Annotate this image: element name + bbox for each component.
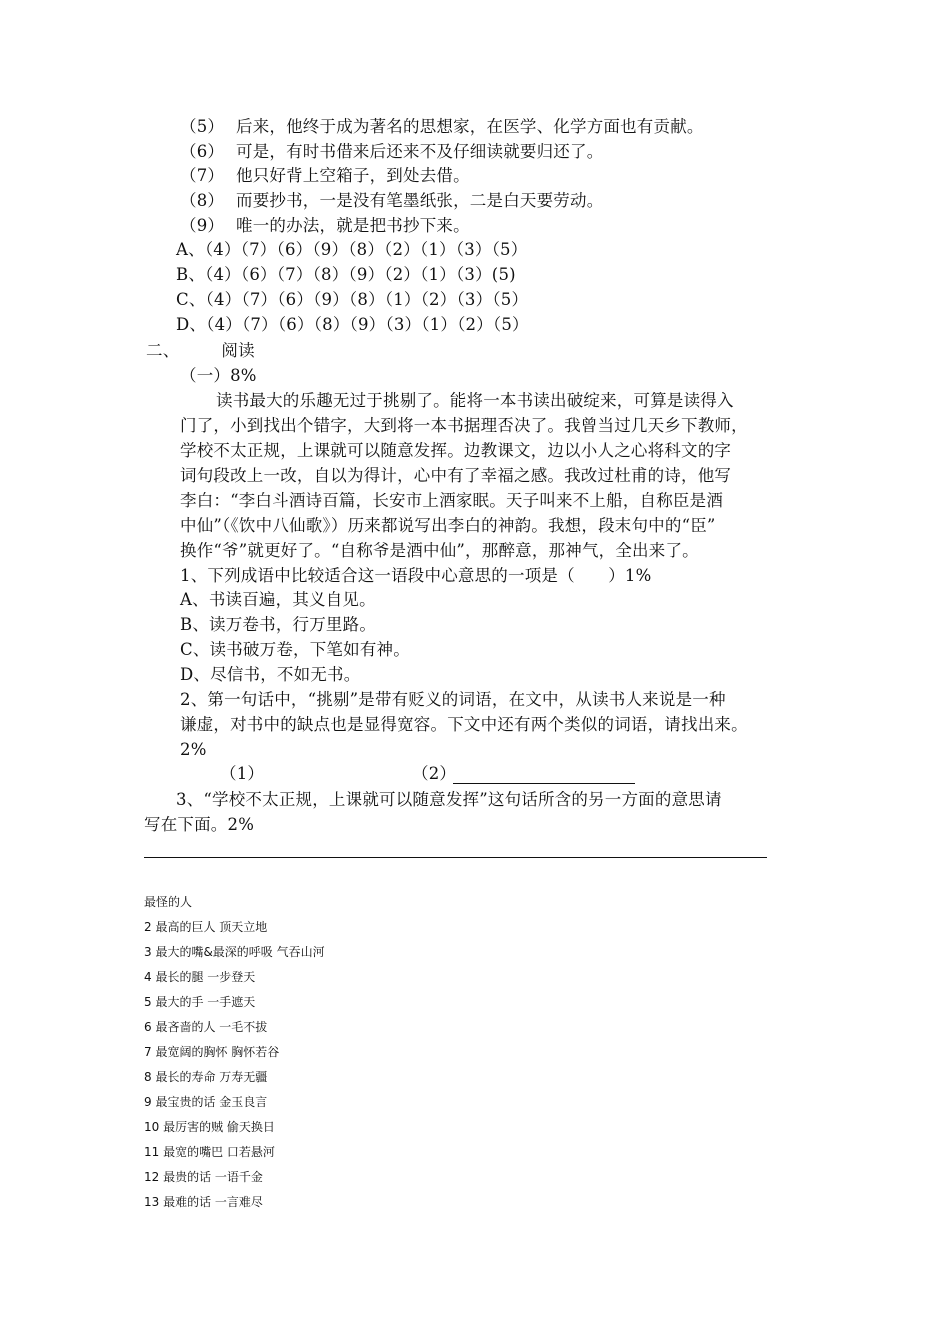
riddle-item: 8 最长的寿命 万寿无疆 <box>144 1070 268 1084</box>
question-3-line: 写在下面。2% <box>144 815 255 834</box>
item-number: （7） <box>180 166 225 185</box>
passage-line: 学校不太正规，上课就可以随意发挥。边教课文，边以小人之心将科文的字 <box>180 441 732 460</box>
riddle-item: 7 最宽阔的胸怀 胸怀若谷 <box>144 1045 280 1059</box>
riddle-item: 2 最高的巨人 顶天立地 <box>144 920 268 934</box>
order-item <box>180 117 704 137</box>
section-number: 二、 <box>146 341 180 360</box>
item-number: （6） <box>180 142 225 161</box>
riddles-title: 最怪的人 <box>144 895 193 909</box>
question-2-line: 2、第一句话中，“挑剔”是带有贬义的词语，在文中，从读书人来说是一种 <box>180 690 726 709</box>
item-text: 唯一的办法，就是把书抄下来。 <box>236 216 470 235</box>
order-item <box>180 166 470 186</box>
riddle-item: 9 最宝贵的话 金玉良言 <box>144 1095 268 1109</box>
section-heading <box>146 341 255 361</box>
question-1-option: B、读万卷书，行万里路。 <box>180 615 377 634</box>
passage-line: 词句段改上一改，自以为得计，心中有了幸福之感。我改过杜甫的诗，他写 <box>180 466 732 485</box>
question-1-option: D、尽信书，不如无书。 <box>180 665 361 684</box>
riddle-item: 3 最大的嘴&最深的呼吸 气吞山河 <box>144 945 325 959</box>
question-3-line: 3、“学校不太正规，上课就可以随意发挥”这句话所含的另一方面的意思请 <box>176 790 722 809</box>
answer-blank-2-label: （2） <box>412 764 457 783</box>
order-option-d: D、（4）（7）（6）（8）（9）（3）（1）（2）（5） <box>176 315 529 334</box>
answer-blank-2[interactable] <box>453 783 635 784</box>
question-1-option: C、读书破万卷，下笔如有神。 <box>180 640 410 659</box>
order-option-c: C、（4）（7）（6）（9）（8）（1）（2）（3）（5） <box>176 290 529 309</box>
riddle-item: 5 最大的手 一手遮天 <box>144 995 256 1009</box>
item-text: 后来，他终于成为著名的思想家，在医学、化学方面也有贡献。 <box>236 117 704 136</box>
item-text: 他只好背上空箱子，到处去借。 <box>236 166 470 185</box>
item-text: 可是，有时书借来后还来不及仔细读就要归还了。 <box>236 142 604 161</box>
answer-blank-1-label: （1） <box>220 764 265 783</box>
order-option-a: A、（4）（7）（6）（9）（8）（2）（1）（3）（5） <box>176 240 528 259</box>
order-item <box>180 142 603 162</box>
question-2-line: 谦虚，对书中的缺点也是显得宽容。下文中还有两个类似的词语，请找出来。 <box>180 715 748 734</box>
section-title: 阅读 <box>221 341 255 360</box>
item-number: （8） <box>180 191 225 210</box>
passage-line: 门了，小到找出个错字，大到将一本书据理否决了。我曾当过几天乡下教师， <box>180 416 748 435</box>
item-number: （5） <box>180 117 225 136</box>
part-heading: （一）8% <box>180 366 257 385</box>
riddle-item: 6 最吝啬的人 一毛不拔 <box>144 1020 268 1034</box>
order-item <box>180 191 603 211</box>
riddle-item: 4 最长的腿 一步登天 <box>144 970 256 984</box>
question-1-stem: 1、下列成语中比较适合这一语段中心意思的一项是（ ）1% <box>180 566 652 585</box>
answer-line-3[interactable] <box>144 857 767 858</box>
question-1-option: A、书读百遍，其义自见。 <box>180 590 376 609</box>
riddle-item: 12 最贵的话 一语千金 <box>144 1170 263 1184</box>
question-2-line: 2% <box>180 740 207 759</box>
item-number: （9） <box>180 216 225 235</box>
riddle-item: 13 最难的话 一言难尽 <box>144 1195 263 1209</box>
order-item <box>180 216 470 236</box>
order-option-b: B、（4）（6）（7）（8）（9）（2）（1）（3）(5) <box>176 265 516 284</box>
item-text: 而要抄书，一是没有笔墨纸张，二是白天要劳动。 <box>236 191 604 210</box>
passage-line: 换作“爷”就更好了。“自称爷是酒中仙”，那醉意，那神气，全出来了。 <box>180 541 699 560</box>
passage-line: 中仙”（《饮中八仙歌》）历来都说写出李白的神韵。我想，段末句中的“臣” <box>180 516 716 535</box>
passage-line: 读书最大的乐趣无过于挑剔了。能将一本书读出破绽来，可算是读得入 <box>216 391 734 410</box>
passage-line: 李白：“李白斗酒诗百篇，长安市上酒家眠。天子叫来不上船，自称臣是酒 <box>180 491 724 510</box>
riddle-item: 11 最宽的嘴巴 口若悬河 <box>144 1145 275 1159</box>
riddle-item: 10 最厉害的贼 偷天换日 <box>144 1120 275 1134</box>
